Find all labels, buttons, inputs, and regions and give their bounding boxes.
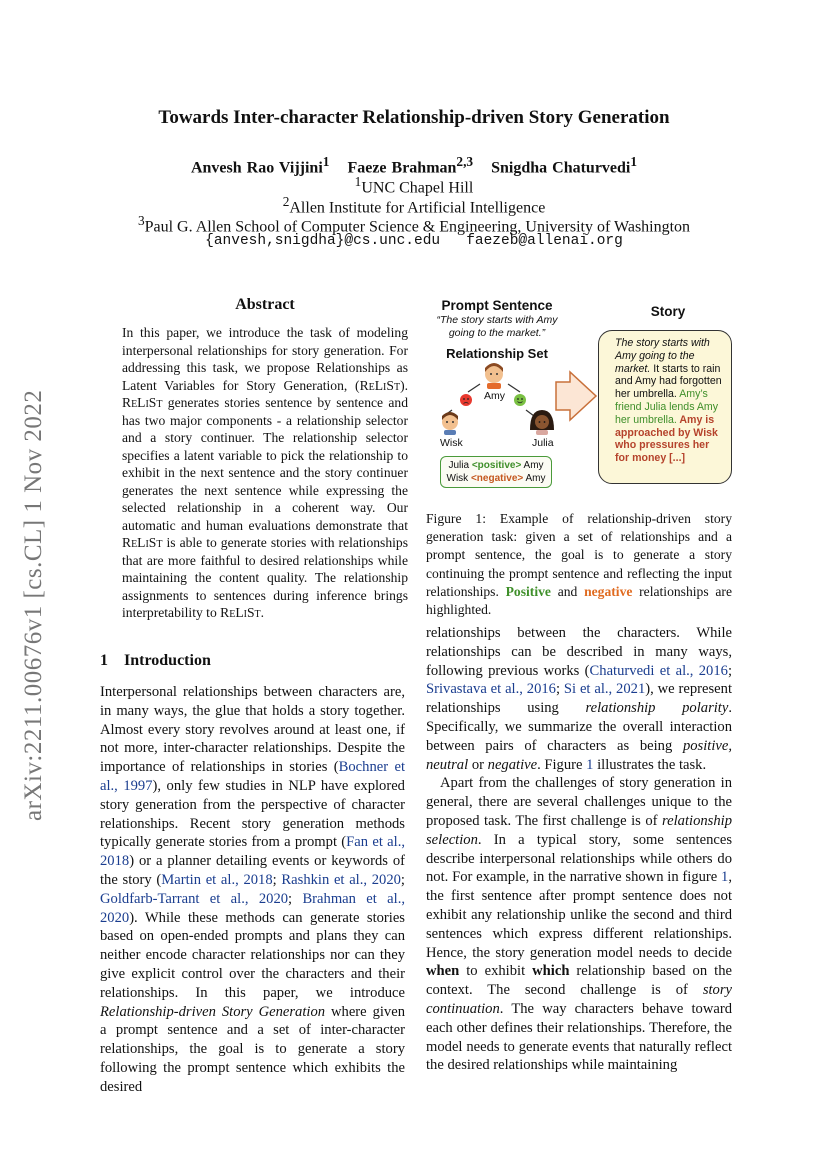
section-heading bbox=[100, 652, 211, 670]
citation-link[interactable]: Chaturvedi et al., 2016 bbox=[589, 662, 728, 679]
relation-arrow bbox=[468, 384, 480, 392]
story-positive-sentence: Amy’s friend Julia lends Amy her umbrella. bbox=[615, 388, 719, 426]
intro-right-column: relationships between the characters. While relationships can be described in many ways, following previous works (Chaturvedi et al., 2016; Srivastava et al., 2016; Si et al., 2021), we represent relationships using relationship polarity. Specifically, we summarize the overall interaction between pairs of characters as being positive, neutral or negative. Figure 1 illustrates the task. Apart from the challenges of story generation in general, there are several challenges unique to the proposed task. The first challenge is of relationship selection. In a typical story, some sentences describe interpersonal relationships while others do not. For example, in the narrative shown in figure 1, the first sentence after prompt sentence does not exhibit any relationship unlike the second and third sentences which express different relationships. Hence, the story generation model needs to decide when to exhibit which relationship based on the context. The second challenge is of story continuation. The way characters behave toward each other defines their relationships. Therefore, the model needs to generate events that naturally reflect the desired relationships while maintaining bbox=[426, 625, 732, 1074]
amy-avatar-icon bbox=[485, 363, 503, 389]
figure-relationship-set-heading: Relationship Set bbox=[446, 346, 548, 361]
relationship-entry: Julia <positive> Amy bbox=[448, 460, 544, 471]
right-arrow-icon bbox=[556, 372, 596, 420]
author-name: Faeze Brahman bbox=[347, 159, 457, 177]
relation-arrow bbox=[526, 410, 534, 416]
character-label-julia: Julia bbox=[532, 437, 554, 449]
affiliation-text: Paul G. Allen School of Computer Science & Engineering, University of Washington bbox=[144, 218, 691, 236]
julia-avatar-icon bbox=[530, 410, 554, 435]
intro-left-column: Interpersonal relationships between characters are, in many ways, the glue that holds a story together. Almost every story revolves around at least one, if not more, inter-character relationships. Despite the importance of relationships in stories (Bochner et al., 1997), only few studies in NLP have explored story generation from the perspective of character relationships. Recent story generation methods typically generate stories from a prompt (Fan et al., 2018) or a planner detailing events or keywords of the story (Martin et al., 2018; Rashkin et al., 2020; Goldfarb-Tarrant et al., 2020; Brahman et al., 2020). While these methods can generate stories based on open-ended prompts and plans they can neither encode character relationships nor can they give explicit control over the characters and their relationships. In this paper, we introduce Relationship-driven Story Generation where given a prompt sentence and a set of inter-character relationships, the goal is to generate a story following the prompt sentence which exhibits the desired bbox=[100, 684, 405, 1095]
relationship-set-box bbox=[440, 456, 552, 488]
citation-link[interactable]: Martin et al., 2018 bbox=[161, 871, 273, 888]
model-name: ReLiSt bbox=[122, 535, 163, 550]
abstract-body: In this paper, we introduce the task of modeling interpersonal relationships for story generation. For addressing this task, we propose Relationships as Latent Variables for Story Generation, (ReLiSt). ReLiSt generates stories sentence by sentence and has two major components - a relationship selector and a story continuer. The relationship selector specifies a latent variable to pick the relationship to exhibit in the next sentence and the story continuer generates the next sentence while expressing the selected relationship in a coherent way. Our automatic and human evaluations demonstrate that ReLiSt is able to generate stories with relationships that are more faithful to desired relationships while maintaining the content quality. The relationship assignments to sentences during inference brings interpretability to ReLiSt. bbox=[122, 325, 408, 620]
citation-link[interactable]: Rashkin et al., 2020 bbox=[281, 871, 401, 888]
section-title: Introduction bbox=[124, 652, 211, 669]
citation-link[interactable]: Si et al., 2021 bbox=[563, 681, 646, 698]
author-name: Anvesh Rao Vijjini bbox=[190, 159, 323, 177]
citation-link[interactable]: Brahman et al., 2020 bbox=[100, 890, 405, 926]
story-output-box bbox=[598, 330, 732, 484]
wisk-avatar-icon bbox=[442, 412, 458, 435]
citation-link[interactable]: Fan et al., 2018 bbox=[100, 834, 405, 870]
author-affiliation-mark: 1 bbox=[322, 154, 330, 169]
author-name: Snigdha Chaturvedi bbox=[491, 159, 631, 177]
figure-story-heading: Story bbox=[650, 304, 686, 319]
story-prompt-sentence: The story starts with Amy going to the market. bbox=[615, 337, 710, 375]
abstract-heading: Abstract bbox=[235, 296, 295, 313]
character-label-wisk: Wisk bbox=[440, 437, 463, 449]
figure-ref-link[interactable]: 1 bbox=[721, 869, 729, 886]
affiliation-text: UNC Chapel Hill bbox=[361, 179, 474, 197]
relation-arrow bbox=[508, 384, 520, 392]
figure-caption: Figure 1: Example of relationship-driven story generation task: given a set of relationships and a prompt sentence, the goal is to generate a story continuing the prompt sentence and reflecting the input relationships. Positive and negative relationships are highlighted. bbox=[426, 511, 732, 618]
model-name: ReLiSt bbox=[122, 395, 163, 410]
figure-ref-link[interactable]: 1 bbox=[586, 756, 594, 773]
affiliation-mark: 3 bbox=[137, 213, 145, 228]
model-name: ReLiSt bbox=[220, 605, 261, 620]
affiliation-mark: 1 bbox=[354, 174, 362, 189]
relationship-entry: Wisk <negative> Amy bbox=[446, 472, 546, 484]
arxiv-identifier: arXiv:2211.00676v1 [cs.CL] 1 Nov 2022 bbox=[20, 389, 47, 821]
paper-title: Towards Inter-character Relationship-driven Story Generation bbox=[158, 107, 670, 128]
figure-prompt-heading: Prompt Sentence bbox=[441, 298, 553, 313]
negative-face-icon bbox=[460, 394, 472, 406]
affiliation-mark: 2 bbox=[282, 194, 290, 209]
positive-face-icon bbox=[514, 394, 526, 406]
figure-prompt-text: “The story starts with Amy going to the market.” bbox=[436, 314, 558, 339]
author-affiliation-mark: 2,3 bbox=[456, 154, 474, 169]
author-affiliation-mark: 1 bbox=[630, 154, 638, 169]
citation-link[interactable]: Bochner et al., 1997 bbox=[100, 759, 405, 794]
section-number: 1 bbox=[100, 652, 108, 669]
citation-link[interactable]: Srivastava et al., 2016 bbox=[426, 681, 556, 698]
story-neutral-sentence: It starts to rain and Amy had forgotten her umbrella. bbox=[615, 362, 722, 401]
affiliation-text: Allen Institute for Artificial Intelligence bbox=[289, 199, 546, 217]
character-label-amy: Amy bbox=[484, 390, 505, 402]
story-negative-sentence: Amy is approached by Wisk who pressures her for money [...] bbox=[615, 413, 718, 465]
model-name: ReLiSt bbox=[359, 377, 401, 393]
author-emails: {anvesh,snigdha}@cs.unc.edu faezeb@allenai.org bbox=[205, 233, 623, 249]
citation-link[interactable]: Goldfarb-Tarrant et al., 2020 bbox=[100, 890, 289, 907]
